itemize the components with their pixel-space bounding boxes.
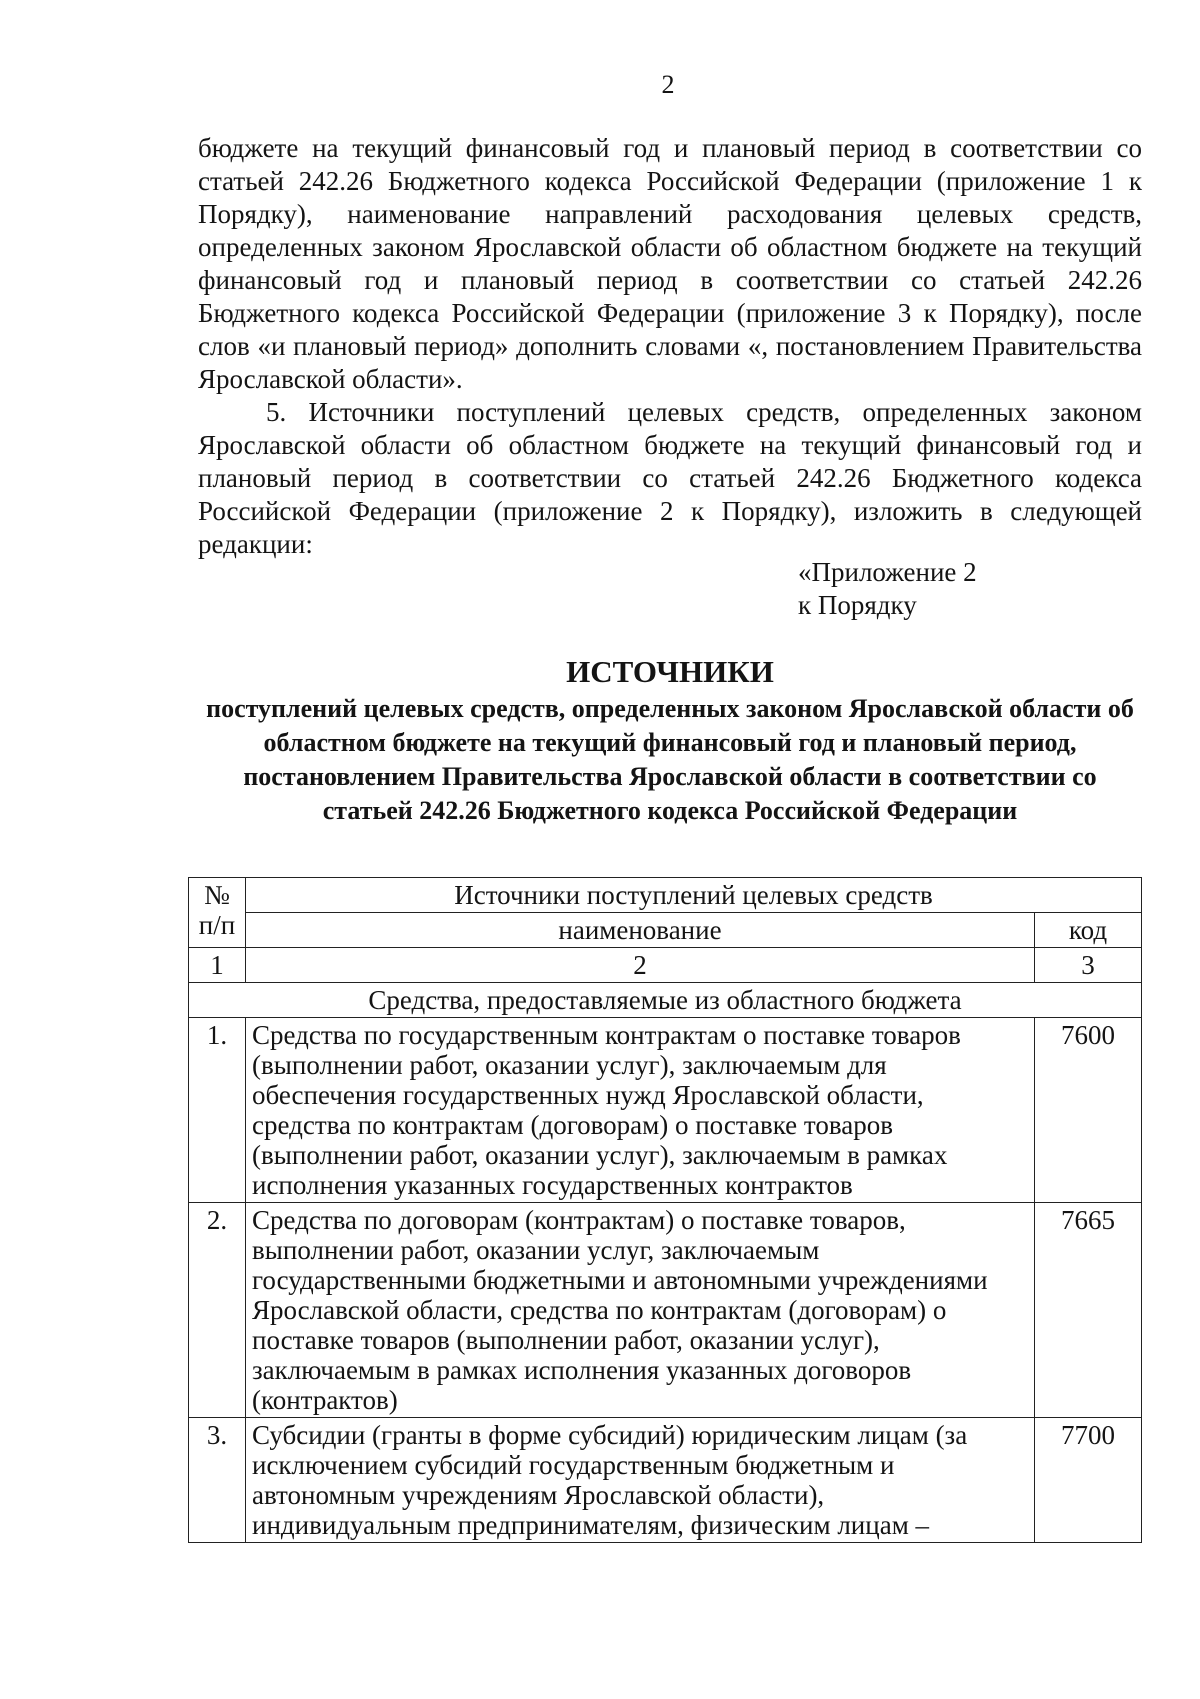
row-number: 3.	[189, 1418, 246, 1543]
annex-line-2: к Порядку	[798, 590, 917, 620]
page-number: 2	[661, 70, 675, 99]
table-row	[189, 1418, 1142, 1543]
header-num-line-1: №	[204, 880, 230, 910]
row-name: Субсидии (гранты в форме субсидий) юридическим лицам (за исключением субсидий государственным бюджетным и автономным учреждениям Ярославской области), индивидуальным предпринимателям, физическим лицам –	[246, 1418, 1035, 1543]
index-cell-2: 2	[246, 948, 1035, 983]
paragraph-continuation: бюджете на текущий финансовый год и плановый период в соответствии со статьей 242.26 Бюджетного кодекса Российской Федерации (приложение 1 к Порядку), наименование направлений расходования целевых средств, определенных законом Ярославской области об областном бюджете на текущий финансовый год и плановый период в соответствии со статьей 242.26 Бюджетного кодекса Российской Федерации (приложение 3 к Порядку), после слов «и плановый период» дополнить словами «, постановлением Правительства Ярославской области».	[198, 133, 1142, 394]
table-row	[189, 1203, 1142, 1418]
body-text	[198, 132, 1142, 561]
header-name: наименование	[246, 913, 1035, 948]
table-row	[189, 1018, 1142, 1203]
index-cell-1: 1	[189, 948, 246, 983]
row-number: 2.	[189, 1203, 246, 1418]
row-number: 1.	[189, 1018, 246, 1203]
header-code: код	[1035, 913, 1142, 948]
table-index-row	[189, 948, 1142, 983]
sources-table	[188, 877, 1142, 1543]
header-num-line-2: п/п	[198, 910, 236, 940]
index-cell-3: 3	[1035, 948, 1142, 983]
annex-line-1: «Приложение 2	[798, 557, 977, 587]
table-header-row-1	[189, 878, 1142, 913]
heading-title: ИСТОЧНИКИ	[566, 654, 774, 689]
row-code: 7600	[1035, 1018, 1142, 1203]
row-code: 7665	[1035, 1203, 1142, 1418]
table-header-row-2	[189, 913, 1142, 948]
paragraph-item-5: 5. Источники поступлений целевых средств, определенных законом Ярославской области об областном бюджете на текущий финансовый год и плановый период в соответствии со статьей 242.26 Бюджетного кодекса Российской Федерации (приложение 2 к Порядку), изложить в следующей редакции:	[198, 397, 1142, 559]
document-heading	[198, 652, 1142, 828]
header-num	[189, 878, 246, 948]
annex-reference	[798, 556, 977, 622]
row-code: 7700	[1035, 1418, 1142, 1543]
table-section-row	[189, 983, 1142, 1018]
section-title: Средства, предоставляемые из областного бюджета	[189, 983, 1142, 1018]
row-name: Средства по государственным контрактам о поставке товаров (выполнении работ, оказании услуг), заключаемым для обеспечения государственных нужд Ярославской области, средства по контрактам (договорам) о поставке товаров (выполнении работ, оказании услуг), заключаемым в рамках исполнения указанных государственных контрактов	[246, 1018, 1035, 1203]
row-name: Средства по договорам (контрактам) о поставке товаров, выполнении работ, оказании услуг, заключаемым государственными бюджетными и автономными учреждениями Ярославской области, средства по контрактам (договорам) о поставке товаров (выполнении работ, оказании услуг), заключаемым в рамках исполнения указанных договоров (контрактов)	[246, 1203, 1035, 1418]
heading-subtitle: поступлений целевых средств, определенных законом Ярославской области об областном бюджете на текущий финансовый год и плановый период, постановлением Правительства Ярославской области в соответствии со статьей 242.26 Бюджетного кодекса Российской Федерации	[206, 694, 1134, 825]
header-group: Источники поступлений целевых средств	[246, 878, 1142, 913]
